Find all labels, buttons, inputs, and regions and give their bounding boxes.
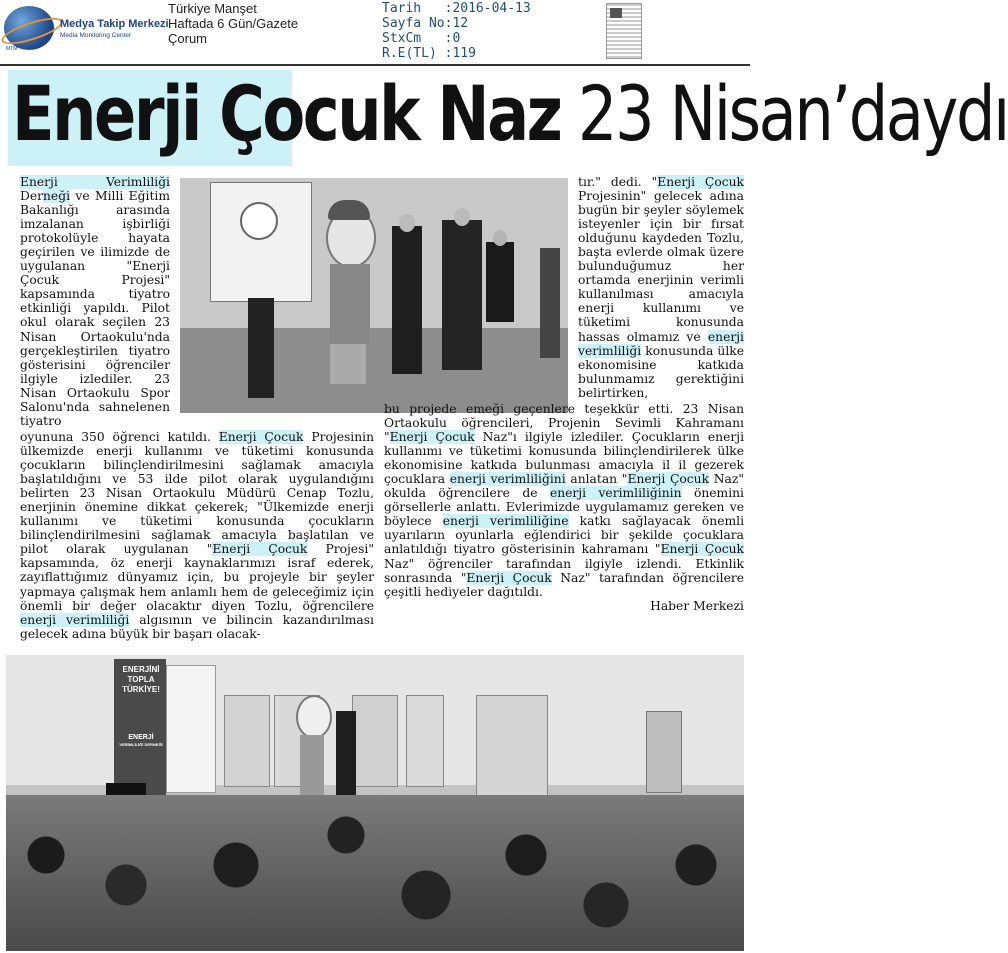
highlighted-keyword: Enerji Çocuk [389, 430, 475, 445]
highlighted-keyword: enerji verimliliği [20, 612, 130, 627]
page-line: Sayfa No:12 [382, 16, 469, 31]
banner-line3: TÜRKİYE! [122, 685, 160, 694]
banner-brand-sub: VERİMLİLİĞİ DERNEĞİ [119, 742, 163, 747]
highlighted-keyword: enerji verimliliğini [449, 472, 566, 487]
logo-sub: Media Monitoring Center [60, 32, 132, 39]
headline-part1: Enerji Çocuk [12, 69, 419, 158]
headline [8, 69, 1008, 166]
banner-line1: ENERJİNİ [122, 665, 160, 674]
publication-frequency: Haftada 6 Gün/Gazete [168, 16, 299, 31]
publication-name: Türkiye Manşet [168, 1, 257, 16]
banner-brand-name: ENERJİ [128, 734, 154, 741]
date-line: Tarih :2016-04-13 [382, 1, 531, 16]
logo-brand: Medya Takip Merkezi [60, 18, 169, 30]
audience-photo [6, 655, 744, 951]
article-column-wide-2 [384, 402, 744, 613]
article-text-run: katkı sağlayacak önemli uyarıların oyunlarla eğlendirici bir şekilde çocuklara anlatıldığı tiyatro gösterisinin kahramanı " [384, 514, 745, 557]
stxcm-line: StxCm :0 [382, 31, 461, 46]
highlighted-keyword: Enerji Çocuk [660, 542, 744, 557]
article-column-3 [578, 175, 744, 400]
headline-part3: 23 Nisan’daydı [560, 69, 1008, 158]
highlighted-keyword: enerji verimliliği [578, 329, 744, 358]
article-text-run: tır." dedi. " [578, 175, 658, 189]
publication-meta [168, 1, 298, 46]
highlighted-keyword: Enerji Çocuk [657, 175, 744, 189]
article-text-run: Naz" öğrenciler tarafından ilgiyle izlendi. Etkinlik sonrasında " [384, 556, 744, 585]
logo-mtm: MTM [6, 46, 18, 52]
clipping-header [0, 0, 750, 64]
highlighted-keyword: Enerji Çocuk [212, 542, 308, 557]
banner-text [118, 665, 164, 695]
article-text-run: Naz" okulda öğrencilere de [384, 472, 745, 501]
article-text-run: Projesinin ülkemizde enerji kullanımı ve tüketimi konusunda çocukların bilinçlendirilmesini sağlamak amacıyla başlatıldığını ve 53 ilde pilot olarak uygulandığını belirten 23 Nisan Ortaokulu Müdürü Cenap Tozlu, enerjinin önemine dikkat çekerek; "Ülkemizde enerji kullanımı ve tüketimi konusunda çocukların bilinçlendirilmesini sağlamak amacıyla başlatılan ve pilot olarak uygulanan " [20, 430, 374, 557]
article-text-run: bu projede emeği geçenlere teşekkür etti. 23 Nisan Ortaokulu öğrencileri, Projenin Sevimli Kahramanı " [384, 402, 744, 445]
publication-city: Çorum [168, 31, 208, 46]
article-text-run: Naz" tarafından öğrencilere çeşitli hediyeler dağıtıldı. [384, 570, 745, 599]
article-text-run: Naz"ı ilgiyle izlediler. Çocukların enerji kullanımı ve tüketimi konusunda bilinçlendirilerek ülke ekonomisine katkıda bulunması amacıyla il il gezerek çocuklara [384, 430, 745, 487]
article-signature: Haber Merkezi [650, 598, 744, 613]
article-column-1 [20, 175, 170, 428]
highlighted-keyword: enerji verimliliğinin [549, 486, 682, 501]
article-text-run: oyununa 350 öğrenci katıldı. [20, 430, 219, 444]
medya-takip-logo [4, 4, 169, 54]
article-text-run: Projesinin" gelecek adına bugün bir şeyler söylemek isteyenler için bir fırsat olduğunu kaydeden Tozlu, başta evlerde olmak üzere bulunduğumuz her ortamda enerjinin verimli kullanılması amacıyla enerji kullanımı ve tüketimi konusunda hassas olmamız ve [578, 189, 744, 344]
highlighted-keyword: Enerji Çocuk [466, 570, 552, 585]
article-text-run: konusunda ülke ekonomisine katkıda bulunmamız gerektiğini belirtirken, [578, 343, 744, 400]
article-text-run: Der [20, 189, 44, 204]
article-text-run: Projesi" kapsamında, öz enerji kaynaklarımızı israf ederek, zayıflattığımız dünyamız için, bu projeyle bir şeyler yapmaya çalışmak hem anlamlı hem de geleceğimiz için önemli bir değer olacaktır diyen Tozlu, öğrencilere [20, 542, 374, 613]
article-text-run: önemini görsellerle anlattı. Evlerimizde uygulamamız gereken ve böylece [384, 486, 744, 529]
article-column-wide-2-body [384, 402, 744, 599]
stage-photo [180, 178, 568, 413]
article-column-wide-1 [20, 430, 374, 641]
highlighted-keyword: enerji verimliliğine [442, 514, 569, 529]
highlighted-keyword: Enerji Verimliliği [20, 175, 170, 189]
banner-line2: TOPLA [127, 675, 155, 684]
re-line: R.E(TL) :119 [382, 46, 476, 61]
clipping-meta [382, 1, 531, 61]
article-text-run: algısının ve bilincin kazandırılması gelecek adına büyük bir başarı olacak- [20, 612, 374, 641]
headline-text [12, 64, 1008, 164]
banner-brand [118, 733, 164, 747]
page-thumbnail[interactable] [606, 3, 642, 59]
article-text-run: anlatan " [565, 472, 628, 487]
highlighted-keyword: neği [43, 189, 71, 204]
highlighted-keyword: Enerji Çocuk [218, 430, 304, 444]
highlighted-keyword: Enerji Çocuk [627, 472, 710, 487]
headline-part2: Naz [437, 69, 561, 158]
article-text-run: ve Milli Eğitim Bakanlığı arasında imzalanan işbirliği protokolüyle hayata geçirilen ve ilimizde de uygulanan "Enerji Çocuk Projesi" kapsamında tiyatro etkinliği yapıldı. Pilot okul olarak seçilen 23 Nisan Ortaokulu'nda gerçekleştirilen tiyatro gösterisini öğrenciler ilgiyle izlediler. 23 Nisan Ortaokulu Spor Salonu'nda sahnelenen tiyatro [20, 189, 170, 428]
